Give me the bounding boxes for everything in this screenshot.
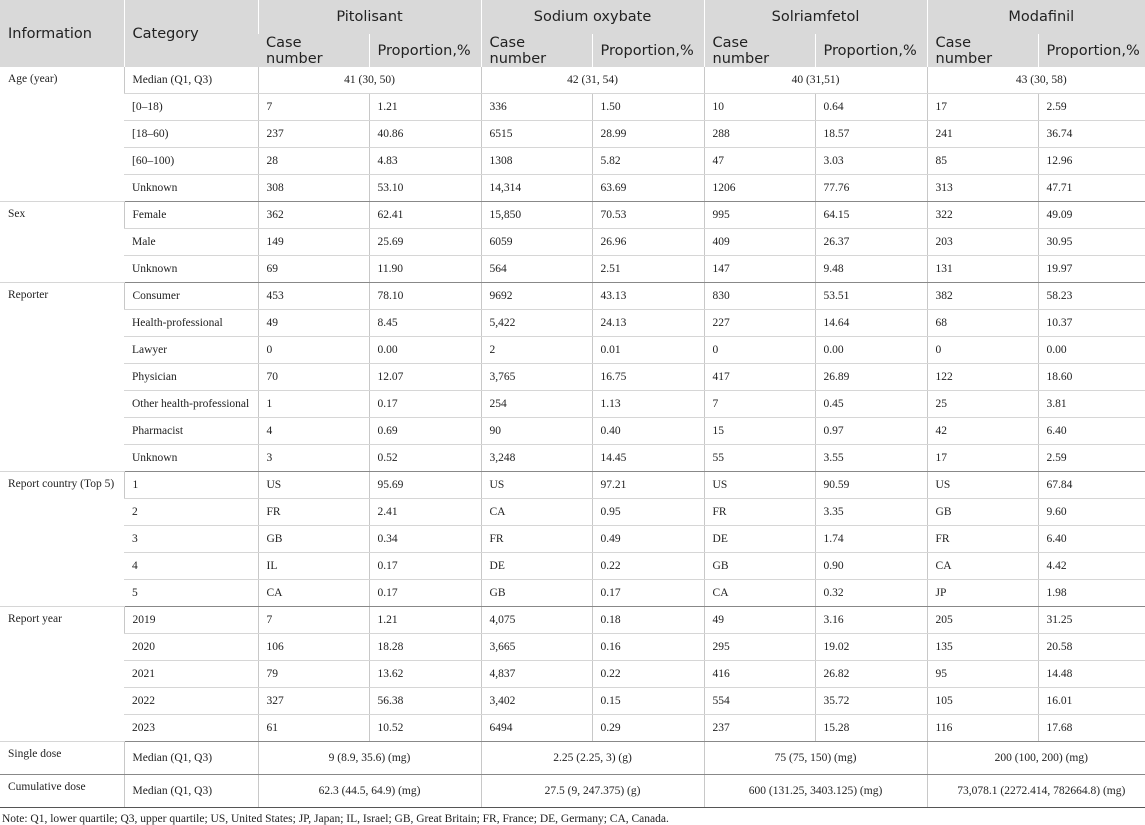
table-row xyxy=(0,661,1145,688)
section-label: Reporter xyxy=(0,283,124,472)
case-number-cell: 68 xyxy=(927,310,1038,337)
case-number-cell: CA xyxy=(704,580,815,607)
case-number-cell: 7 xyxy=(704,391,815,418)
case-number-cell: 288 xyxy=(704,121,815,148)
proportion-cell: 95.69 xyxy=(369,472,481,499)
proportion-cell: 0.00 xyxy=(815,337,927,364)
proportion-cell: 1.98 xyxy=(1038,580,1145,607)
proportion-cell: 4.83 xyxy=(369,148,481,175)
table-row xyxy=(0,310,1145,337)
proportion-cell: 0.90 xyxy=(815,553,927,580)
proportion-cell: 14.45 xyxy=(592,445,704,472)
case-number-cell: CA xyxy=(927,553,1038,580)
case-number-cell: 237 xyxy=(704,715,815,742)
case-number-cell: 149 xyxy=(258,229,369,256)
case-number-cell: 79 xyxy=(258,661,369,688)
case-number-cell: GB xyxy=(927,499,1038,526)
case-number-cell: 295 xyxy=(704,634,815,661)
proportion-cell: 0.29 xyxy=(592,715,704,742)
header-case-number: Case number xyxy=(481,34,592,67)
proportion-cell: 30.95 xyxy=(1038,229,1145,256)
category-cell: Female xyxy=(124,202,258,229)
category-cell: Consumer xyxy=(124,283,258,310)
case-number-cell: 147 xyxy=(704,256,815,283)
case-number-cell: 7 xyxy=(258,94,369,121)
merged-value-cell: 41 (30, 50) xyxy=(258,67,481,94)
proportion-cell: 0.17 xyxy=(369,553,481,580)
proportion-cell: 47.71 xyxy=(1038,175,1145,202)
category-cell: [18–60) xyxy=(124,121,258,148)
proportion-cell: 8.45 xyxy=(369,310,481,337)
case-number-cell: 70 xyxy=(258,364,369,391)
proportion-cell: 53.51 xyxy=(815,283,927,310)
case-number-cell: IL xyxy=(258,553,369,580)
proportion-cell: 14.48 xyxy=(1038,661,1145,688)
table-row xyxy=(0,445,1145,472)
proportion-cell: 10.52 xyxy=(369,715,481,742)
case-number-cell: CA xyxy=(258,580,369,607)
case-number-cell: DE xyxy=(481,553,592,580)
proportion-cell: 18.60 xyxy=(1038,364,1145,391)
category-cell: Male xyxy=(124,229,258,256)
category-cell: 4 xyxy=(124,553,258,580)
case-number-cell: 453 xyxy=(258,283,369,310)
case-number-cell: 122 xyxy=(927,364,1038,391)
header-drug-pitolisant: Pitolisant xyxy=(258,0,481,34)
proportion-cell: 3.55 xyxy=(815,445,927,472)
proportion-cell: 3.03 xyxy=(815,148,927,175)
case-number-cell: 14,314 xyxy=(481,175,592,202)
case-number-cell: 135 xyxy=(927,634,1038,661)
case-number-cell: 47 xyxy=(704,148,815,175)
case-number-cell: US xyxy=(927,472,1038,499)
case-number-cell: 336 xyxy=(481,94,592,121)
case-number-cell: 554 xyxy=(704,688,815,715)
proportion-cell: 17.68 xyxy=(1038,715,1145,742)
proportion-cell: 0.00 xyxy=(1038,337,1145,364)
case-number-cell: 4,837 xyxy=(481,661,592,688)
proportion-cell: 43.13 xyxy=(592,283,704,310)
case-number-cell: 830 xyxy=(704,283,815,310)
table-body xyxy=(0,67,1145,808)
proportion-cell: 16.75 xyxy=(592,364,704,391)
proportion-cell: 0.52 xyxy=(369,445,481,472)
proportion-cell: 10.37 xyxy=(1038,310,1145,337)
proportion-cell: 15.28 xyxy=(815,715,927,742)
proportion-cell: 0.64 xyxy=(815,94,927,121)
case-number-cell: 254 xyxy=(481,391,592,418)
proportion-cell: 40.86 xyxy=(369,121,481,148)
proportion-cell: 3.81 xyxy=(1038,391,1145,418)
case-number-cell: 4 xyxy=(258,418,369,445)
proportion-cell: 35.72 xyxy=(815,688,927,715)
proportion-cell: 1.13 xyxy=(592,391,704,418)
category-cell: Other health-professional xyxy=(124,391,258,418)
table-row xyxy=(0,94,1145,121)
merged-value-cell: 62.3 (44.5, 64.9) (mg) xyxy=(258,775,481,808)
section-label: Age (year) xyxy=(0,67,124,202)
proportion-cell: 3.16 xyxy=(815,607,927,634)
proportion-cell: 14.64 xyxy=(815,310,927,337)
proportion-cell: 0.00 xyxy=(369,337,481,364)
case-number-cell: US xyxy=(258,472,369,499)
case-number-cell: 106 xyxy=(258,634,369,661)
category-cell: Lawyer xyxy=(124,337,258,364)
proportion-cell: 5.82 xyxy=(592,148,704,175)
proportion-cell: 18.57 xyxy=(815,121,927,148)
proportion-cell: 26.37 xyxy=(815,229,927,256)
category-cell: 2021 xyxy=(124,661,258,688)
case-number-cell: 4,075 xyxy=(481,607,592,634)
case-number-cell: 131 xyxy=(927,256,1038,283)
proportion-cell: 0.49 xyxy=(592,526,704,553)
merged-value-cell: 2.25 (2.25, 3) (g) xyxy=(481,742,704,775)
case-number-cell: 116 xyxy=(927,715,1038,742)
merged-value-cell: 200 (100, 200) (mg) xyxy=(927,742,1145,775)
proportion-cell: 2.41 xyxy=(369,499,481,526)
merged-value-cell: 27.5 (9, 247.375) (g) xyxy=(481,775,704,808)
case-number-cell: 10 xyxy=(704,94,815,121)
table-row xyxy=(0,67,1145,94)
case-number-cell: GB xyxy=(481,580,592,607)
header-proportion: Proportion,% xyxy=(592,34,704,67)
proportion-cell: 0.17 xyxy=(369,391,481,418)
case-number-cell: 17 xyxy=(927,94,1038,121)
category-cell: 2020 xyxy=(124,634,258,661)
proportion-cell: 0.45 xyxy=(815,391,927,418)
category-cell: 2019 xyxy=(124,607,258,634)
proportion-cell: 0.18 xyxy=(592,607,704,634)
proportion-cell: 0.16 xyxy=(592,634,704,661)
proportion-cell: 31.25 xyxy=(1038,607,1145,634)
merged-value-cell: 43 (30, 58) xyxy=(927,67,1145,94)
case-number-cell: 49 xyxy=(704,607,815,634)
header-drug-solriamfetol: Solriamfetol xyxy=(704,0,927,34)
proportion-cell: 97.21 xyxy=(592,472,704,499)
header-case-number: Case number xyxy=(927,34,1038,67)
case-number-cell: 25 xyxy=(927,391,1038,418)
table-row xyxy=(0,364,1145,391)
section-label: Cumulative dose xyxy=(0,775,124,808)
case-number-cell: 7 xyxy=(258,607,369,634)
section-label: Report year xyxy=(0,607,124,742)
proportion-cell: 0.17 xyxy=(592,580,704,607)
case-number-cell: 227 xyxy=(704,310,815,337)
proportion-cell: 0.17 xyxy=(369,580,481,607)
category-cell: Unknown xyxy=(124,175,258,202)
category-cell: Median (Q1, Q3) xyxy=(124,67,258,94)
proportion-cell: 25.69 xyxy=(369,229,481,256)
proportion-cell: 58.23 xyxy=(1038,283,1145,310)
proportion-cell: 2.59 xyxy=(1038,445,1145,472)
table-row xyxy=(0,742,1145,775)
proportion-cell: 26.96 xyxy=(592,229,704,256)
case-number-cell: FR xyxy=(704,499,815,526)
header-case-number: Case number xyxy=(704,34,815,67)
case-number-cell: 28 xyxy=(258,148,369,175)
header-information: Information xyxy=(0,0,124,67)
merged-value-cell: 9 (8.9, 35.6) (mg) xyxy=(258,742,481,775)
case-number-cell: FR xyxy=(481,526,592,553)
table-row xyxy=(0,688,1145,715)
case-number-cell: US xyxy=(704,472,815,499)
proportion-cell: 0.22 xyxy=(592,661,704,688)
table-row xyxy=(0,148,1145,175)
case-number-cell: 61 xyxy=(258,715,369,742)
proportion-cell: 0.95 xyxy=(592,499,704,526)
case-number-cell: 3 xyxy=(258,445,369,472)
case-number-cell: 327 xyxy=(258,688,369,715)
case-number-cell: 417 xyxy=(704,364,815,391)
case-number-cell: GB xyxy=(704,553,815,580)
case-number-cell: FR xyxy=(927,526,1038,553)
proportion-cell: 0.69 xyxy=(369,418,481,445)
proportion-cell: 77.76 xyxy=(815,175,927,202)
proportion-cell: 20.58 xyxy=(1038,634,1145,661)
proportion-cell: 1.74 xyxy=(815,526,927,553)
case-number-cell: 15,850 xyxy=(481,202,592,229)
category-cell: Median (Q1, Q3) xyxy=(124,742,258,775)
case-number-cell: FR xyxy=(258,499,369,526)
case-number-cell: 995 xyxy=(704,202,815,229)
category-cell: Median (Q1, Q3) xyxy=(124,775,258,808)
case-number-cell: 15 xyxy=(704,418,815,445)
section-label: Sex xyxy=(0,202,124,283)
case-number-cell: 6494 xyxy=(481,715,592,742)
table-row xyxy=(0,499,1145,526)
case-number-cell: 69 xyxy=(258,256,369,283)
table-row xyxy=(0,775,1145,808)
proportion-cell: 0.01 xyxy=(592,337,704,364)
case-number-cell: 362 xyxy=(258,202,369,229)
table-row xyxy=(0,175,1145,202)
proportion-cell: 2.59 xyxy=(1038,94,1145,121)
proportion-cell: 26.89 xyxy=(815,364,927,391)
table-row xyxy=(0,580,1145,607)
proportion-cell: 9.48 xyxy=(815,256,927,283)
proportion-cell: 26.82 xyxy=(815,661,927,688)
proportion-cell: 1.21 xyxy=(369,94,481,121)
proportion-cell: 67.84 xyxy=(1038,472,1145,499)
proportion-cell: 0.40 xyxy=(592,418,704,445)
table-row xyxy=(0,202,1145,229)
proportion-cell: 49.09 xyxy=(1038,202,1145,229)
table-row xyxy=(0,121,1145,148)
case-number-cell: 0 xyxy=(704,337,815,364)
proportion-cell: 62.41 xyxy=(369,202,481,229)
case-number-cell: 1308 xyxy=(481,148,592,175)
proportion-cell: 70.53 xyxy=(592,202,704,229)
case-number-cell: 3,665 xyxy=(481,634,592,661)
case-number-cell: GB xyxy=(258,526,369,553)
category-cell: 2022 xyxy=(124,688,258,715)
category-cell: Physician xyxy=(124,364,258,391)
case-number-cell: 564 xyxy=(481,256,592,283)
merged-value-cell: 42 (31, 54) xyxy=(481,67,704,94)
case-number-cell: 17 xyxy=(927,445,1038,472)
case-number-cell: 205 xyxy=(927,607,1038,634)
section-label: Single dose xyxy=(0,742,124,775)
table-row xyxy=(0,283,1145,310)
table-row xyxy=(0,715,1145,742)
case-number-cell: 241 xyxy=(927,121,1038,148)
proportion-cell: 9.60 xyxy=(1038,499,1145,526)
case-number-cell: 90 xyxy=(481,418,592,445)
case-number-cell: 382 xyxy=(927,283,1038,310)
case-number-cell: 3,765 xyxy=(481,364,592,391)
case-number-cell: 6059 xyxy=(481,229,592,256)
category-cell: Unknown xyxy=(124,256,258,283)
proportion-cell: 0.15 xyxy=(592,688,704,715)
proportion-cell: 90.59 xyxy=(815,472,927,499)
case-number-cell: 42 xyxy=(927,418,1038,445)
case-number-cell: JP xyxy=(927,580,1038,607)
case-number-cell: 1 xyxy=(258,391,369,418)
category-cell: 2 xyxy=(124,499,258,526)
header-proportion: Proportion,% xyxy=(369,34,481,67)
case-number-cell: 0 xyxy=(927,337,1038,364)
case-number-cell: 3,402 xyxy=(481,688,592,715)
section-label: Report country (Top 5) xyxy=(0,472,124,607)
header-drug-modafinil: Modafinil xyxy=(927,0,1145,34)
table-row xyxy=(0,634,1145,661)
proportion-cell: 1.21 xyxy=(369,607,481,634)
category-cell: [0–18) xyxy=(124,94,258,121)
proportion-cell: 0.97 xyxy=(815,418,927,445)
proportion-cell: 4.42 xyxy=(1038,553,1145,580)
case-number-cell: DE xyxy=(704,526,815,553)
proportion-cell: 18.28 xyxy=(369,634,481,661)
case-number-cell: 2 xyxy=(481,337,592,364)
case-number-cell: 6515 xyxy=(481,121,592,148)
proportion-cell: 11.90 xyxy=(369,256,481,283)
proportion-cell: 6.40 xyxy=(1038,418,1145,445)
proportion-cell: 0.34 xyxy=(369,526,481,553)
proportion-cell: 64.15 xyxy=(815,202,927,229)
table-row xyxy=(0,337,1145,364)
case-number-cell: 1206 xyxy=(704,175,815,202)
proportion-cell: 28.99 xyxy=(592,121,704,148)
proportion-cell: 63.69 xyxy=(592,175,704,202)
case-number-cell: CA xyxy=(481,499,592,526)
case-number-cell: 105 xyxy=(927,688,1038,715)
case-number-cell: 308 xyxy=(258,175,369,202)
proportion-cell: 1.50 xyxy=(592,94,704,121)
table-row xyxy=(0,256,1145,283)
merged-value-cell: 73,078.1 (2272.414, 782664.8) (mg) xyxy=(927,775,1145,808)
case-number-cell: 55 xyxy=(704,445,815,472)
case-number-cell: 409 xyxy=(704,229,815,256)
proportion-cell: 3.35 xyxy=(815,499,927,526)
case-number-cell: 9692 xyxy=(481,283,592,310)
proportion-cell: 19.02 xyxy=(815,634,927,661)
proportion-cell: 0.22 xyxy=(592,553,704,580)
proportion-cell: 19.97 xyxy=(1038,256,1145,283)
category-cell: [60–100) xyxy=(124,148,258,175)
case-number-cell: 3,248 xyxy=(481,445,592,472)
case-number-cell: 95 xyxy=(927,661,1038,688)
table-row xyxy=(0,472,1145,499)
merged-value-cell: 600 (131.25, 3403.125) (mg) xyxy=(704,775,927,808)
header-proportion: Proportion,% xyxy=(1038,34,1145,67)
case-number-cell: 0 xyxy=(258,337,369,364)
header-case-number: Case number xyxy=(258,34,369,67)
proportion-cell: 36.74 xyxy=(1038,121,1145,148)
case-number-cell: 49 xyxy=(258,310,369,337)
case-number-cell: 5,422 xyxy=(481,310,592,337)
proportion-cell: 2.51 xyxy=(592,256,704,283)
category-cell: Pharmacist xyxy=(124,418,258,445)
header-category: Category xyxy=(124,0,258,67)
case-number-cell: 203 xyxy=(927,229,1038,256)
case-number-cell: 313 xyxy=(927,175,1038,202)
case-number-cell: 85 xyxy=(927,148,1038,175)
table-row xyxy=(0,418,1145,445)
proportion-cell: 53.10 xyxy=(369,175,481,202)
category-cell: 2023 xyxy=(124,715,258,742)
proportion-cell: 16.01 xyxy=(1038,688,1145,715)
table-note: Note: Q1, lower quartile; Q3, upper quartile; US, United States; JP, Japan; IL, Israel; GB, Great Britain; FR, France; DE, Germany; CA, Canada. xyxy=(2,813,669,825)
table-row xyxy=(0,526,1145,553)
case-number-cell: 322 xyxy=(927,202,1038,229)
category-cell: Unknown xyxy=(124,445,258,472)
proportion-cell: 56.38 xyxy=(369,688,481,715)
table-row xyxy=(0,229,1145,256)
category-cell: Health-professional xyxy=(124,310,258,337)
merged-value-cell: 75 (75, 150) (mg) xyxy=(704,742,927,775)
proportion-cell: 12.07 xyxy=(369,364,481,391)
category-cell: 5 xyxy=(124,580,258,607)
category-cell: 1 xyxy=(124,472,258,499)
header-drug-sodium-oxybate: Sodium oxybate xyxy=(481,0,704,34)
table-row xyxy=(0,391,1145,418)
case-number-cell: 416 xyxy=(704,661,815,688)
header-proportion: Proportion,% xyxy=(815,34,927,67)
proportion-cell: 13.62 xyxy=(369,661,481,688)
proportion-cell: 0.32 xyxy=(815,580,927,607)
table-row xyxy=(0,607,1145,634)
table-row xyxy=(0,553,1145,580)
proportion-cell: 6.40 xyxy=(1038,526,1145,553)
category-cell: 3 xyxy=(124,526,258,553)
proportion-cell: 78.10 xyxy=(369,283,481,310)
case-number-cell: US xyxy=(481,472,592,499)
proportion-cell: 12.96 xyxy=(1038,148,1145,175)
case-number-cell: 237 xyxy=(258,121,369,148)
proportion-cell: 24.13 xyxy=(592,310,704,337)
merged-value-cell: 40 (31,51) xyxy=(704,67,927,94)
